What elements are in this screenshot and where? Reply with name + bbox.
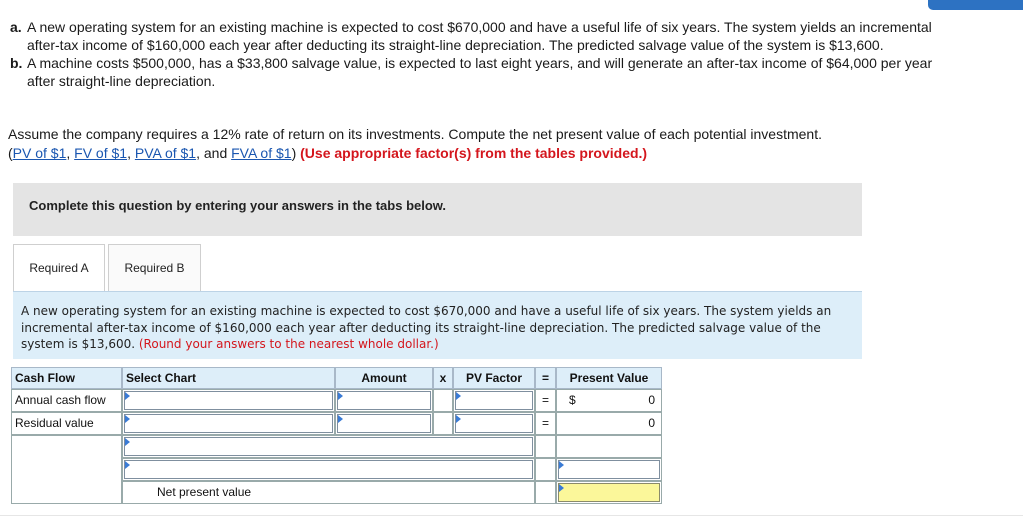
blank-equals-cell-1 [535,435,556,458]
sep-1: , [66,145,75,161]
present-value-annual-amount: 0 [648,393,655,407]
tab-required-a[interactable]: Required A [13,244,105,291]
currency-symbol: $ [569,393,576,407]
part-b-letter: b. [10,55,23,71]
select-chart-input-annual[interactable] [122,389,335,412]
row-label-residual-value: Residual value [11,412,122,435]
question-text-block [21,303,851,353]
row-label-annual-cash-flow: Annual cash flow [11,389,122,412]
header-present-value: Present Value [556,367,662,389]
part-a-letter: a. [10,19,22,35]
fva-of-1-link[interactable]: FVA of $1 [231,145,292,161]
question-panel [13,291,862,359]
table-instruction: (Use appropriate factor(s) from the tables provided.) [300,145,648,161]
blank-row-input-2[interactable] [122,458,535,481]
pv-of-1-link[interactable]: PV of $1 [12,145,67,161]
header-equals: = [535,367,556,389]
bottom-divider [0,515,1023,516]
instructions-banner [13,183,862,236]
problem-part-a [10,18,960,54]
present-value-residual-amount: 0 [648,416,655,430]
header-cash-flow: Cash Flow [11,367,122,389]
blank-row-input-1[interactable] [122,435,535,458]
present-value-residual [556,412,662,435]
blank-label-cell [11,435,122,504]
amount-input-residual[interactable] [335,412,433,435]
assumption-paragraph [8,125,968,163]
pva-of-1-link[interactable]: PVA of $1 [134,145,197,161]
amount-input-annual[interactable] [335,389,433,412]
pv-factor-input-annual[interactable] [453,389,535,412]
problem-part-b [10,54,960,90]
blank-value-cell-1 [556,435,662,458]
problem-statement [10,18,960,90]
instructions-banner-text: Complete this question by entering your answers in the tabs below. [29,198,447,213]
net-present-value-input[interactable] [556,481,662,504]
net-present-value-label: Net present value [122,481,535,504]
equals-sign-residual: = [535,412,556,435]
part-a-text: A new operating system for an existing machine is expected to cost $670,000 and have a useful life of six years. The system yields an incremental after-tax income of $160,000 each year after deducting its straight-line depreciation. The predicted salvage value of the system is $13,600. [27,19,932,53]
tab-required-b[interactable]: Required B [108,244,201,291]
close-paren: ) [291,145,297,161]
header-select-chart: Select Chart [122,367,335,389]
npv-equals-cell [535,481,556,504]
top-right-menu-tab[interactable] [928,0,1023,10]
and-text: , and [196,145,232,161]
header-times: x [433,367,453,389]
header-pv-factor: PV Factor [453,367,535,389]
select-chart-input-residual[interactable] [122,412,335,435]
times-cell-residual [433,412,453,435]
blank-value-input[interactable] [556,458,662,481]
assumption-text: Assume the company requires a 12% rate of return on its investments. Compute the net present value of each potential investment. [8,126,822,142]
blank-equals-cell-2 [535,458,556,481]
question-text: A new operating system for an existing machine is expected to cost $670,000 and have a useful life of six years. The system yields an incremental after-tax income of $160,000 each year after deducting its straight-line depreciation. The predicted salvage value of the system is $13,600. [21,304,832,351]
pv-factor-input-residual[interactable] [453,412,535,435]
times-cell-annual [433,389,453,412]
fv-of-1-link[interactable]: FV of $1 [74,145,128,161]
open-paren: ( [8,145,13,161]
sep-2: , [127,145,135,161]
present-value-annual [556,389,662,412]
part-b-text: A machine costs $500,000, has a $33,800 salvage value, is expected to last eight years, and will generate an after-tax income of $64,000 per year after straight-line depreciation. [27,55,933,89]
header-amount: Amount [335,367,433,389]
equals-sign-annual: = [535,389,556,412]
rounding-note: (Round your answers to the nearest whole dollar.) [138,337,439,351]
factor-links-line [8,144,968,163]
